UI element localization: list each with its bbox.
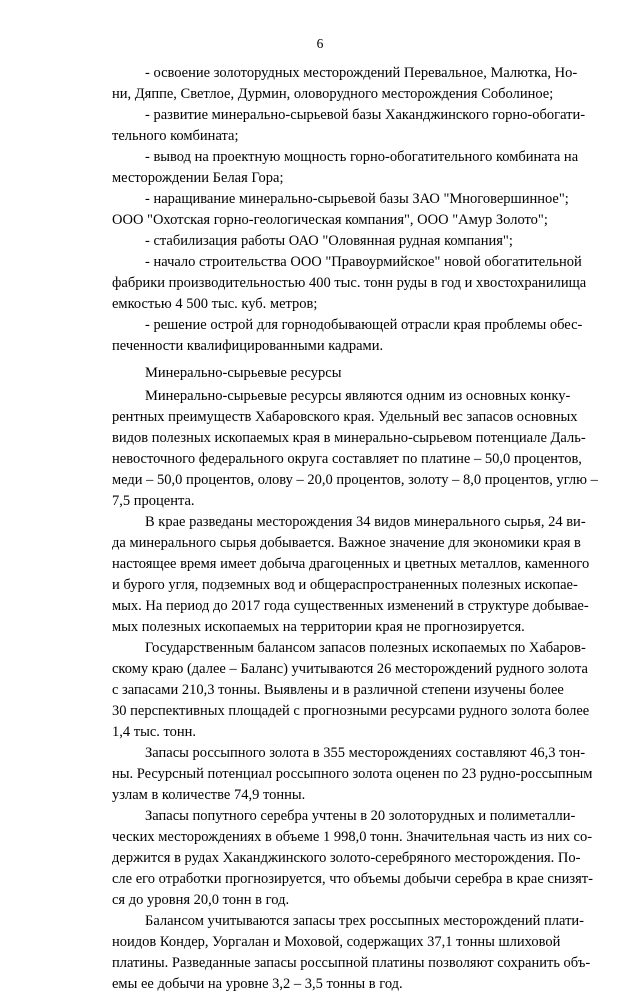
text-line: Государственным балансом запасов полезных ископаемых по Хабаров- <box>145 640 586 656</box>
text-line: платины. Разведанные запасы россыпной платины позволяют сохранить объ- <box>112 955 591 971</box>
text-line: фабрики производительностью 400 тыс. тонн руды в год и хвостохранилища <box>112 275 587 291</box>
text-line: узлам в количестве 74,9 тонны. <box>112 787 306 803</box>
text-line: держится в рудах Хаканджинского золото-серебряного месторождения. По- <box>112 850 581 866</box>
paragraph <box>112 315 583 357</box>
text-line: емкостью 4 500 тыс. куб. метров; <box>112 296 318 312</box>
text-line: емы ее добычи на уровне 3,2 – 3,5 тонны в год. <box>112 976 403 992</box>
text-line: невосточного федерального округа составляет по платине – 50,0 процентов, <box>112 451 582 467</box>
text-line: - наращивание минерально-сырьевой базы ЗАО "Многовершинное"; <box>145 191 569 207</box>
text-line: 7,5 процента. <box>112 493 195 509</box>
section-heading <box>112 363 528 384</box>
text-line: мых. На период до 2017 года существенных изменений в структуре добывае- <box>112 598 589 614</box>
text-line: рентных преимуществ Хабаровского края. Удельный вес запасов основных <box>112 409 578 425</box>
text-line: Минерально-сырьевые ресурсы <box>145 365 342 381</box>
text-line: сле его отработки прогнозируется, что объемы добычи серебра в крае снизят- <box>112 871 593 887</box>
paragraph <box>112 911 591 995</box>
paragraph <box>112 189 569 231</box>
text-line: да минерального сырья добывается. Важное значение для экономики края в <box>112 535 581 551</box>
text-line: ноидов Кондер, Уоргалан и Моховой, содержащих 37,1 тонны шлиховой <box>112 934 561 950</box>
text-line: месторождении Белая Гора; <box>112 170 284 186</box>
text-line: ческих месторождениях в объеме 1 998,0 тонн. Значительная часть из них со- <box>112 829 593 845</box>
text-line: настоящее время имеет добыча драгоценных и цветных металлов, каменного <box>112 556 590 572</box>
text-line: Запасы попутного серебра учтены в 20 золоторудных и полиметалли- <box>145 808 576 824</box>
paragraph <box>112 105 586 147</box>
paragraph <box>112 512 590 638</box>
text-line: ни, Дяппе, Светлое, Дурмин, оловорудного месторождения Соболиное; <box>112 86 554 102</box>
text-line: - освоение золоторудных месторождений Перевальное, Малютка, Но- <box>145 65 578 81</box>
text-line: 1,4 тыс. тонн. <box>112 724 197 740</box>
text-line: Минерально-сырьевые ресурсы являются одним из основных конку- <box>145 388 571 404</box>
text-line: - стабилизация работы ОАО "Оловянная рудная компания"; <box>145 233 513 249</box>
paragraph <box>112 63 578 105</box>
text-line: ся до уровня 20,0 тонн в год. <box>112 892 290 908</box>
text-line: Запасы россыпного золота в 355 месторождениях составляют 46,3 тон- <box>145 745 586 761</box>
paragraph <box>112 252 587 315</box>
text-line: - начало строительства ООО "Правоурмийское" новой обогатительной <box>145 254 582 270</box>
paragraph <box>112 386 598 512</box>
text-line: - вывод на проектную мощность горно-обогатительного комбината на <box>145 149 579 165</box>
text-line: - развитие минерально-сырьевой базы Хаканджинского горно-обогати- <box>145 107 586 123</box>
paragraph <box>112 638 590 743</box>
paragraph <box>112 231 528 252</box>
text-line: с запасами 210,3 тонны. Выявлены и в различной степени изучены более <box>112 682 564 698</box>
page-number: 6 <box>316 36 324 51</box>
text-line: ны. Ресурсный потенциал россыпного золота оценен по 23 рудно-россыпным <box>112 766 593 782</box>
text-line: печенности квалифицированными кадрами. <box>112 338 384 354</box>
text-line: видов полезных ископаемых края в минерально-сырьевом потенциале Даль- <box>112 430 586 446</box>
text-line: мых полезных ископаемых на территории края не прогнозируется. <box>112 619 525 635</box>
text-line: ООО "Охотская горно-геологическая компания", ООО "Амур Золото"; <box>112 212 548 228</box>
document-body <box>112 63 598 995</box>
text-line: 30 перспективных площадей с прогнозными ресурсами рудного золота более <box>112 703 590 719</box>
paragraph <box>112 743 593 806</box>
text-line: Балансом учитываются запасы трех россыпных месторождений плати- <box>145 913 585 929</box>
text-line: скому краю (далее – Баланс) учитываются 26 месторождений рудного золота <box>112 661 588 677</box>
paragraph <box>112 806 593 911</box>
text-line: В крае разведаны месторождения 34 видов минерального сырья, 24 ви- <box>145 514 586 530</box>
text-line: и бурого угля, подземных вод и общераспространенных полезных ископае- <box>112 577 578 593</box>
text-line: тельного комбината; <box>112 128 239 144</box>
text-line: меди – 50,0 процентов, олову – 20,0 процентов, золоту – 8,0 процентов, углю – <box>112 472 598 488</box>
text-line: - решение острой для горнодобывающей отрасли края проблемы обес- <box>145 317 583 333</box>
paragraph <box>112 147 579 189</box>
